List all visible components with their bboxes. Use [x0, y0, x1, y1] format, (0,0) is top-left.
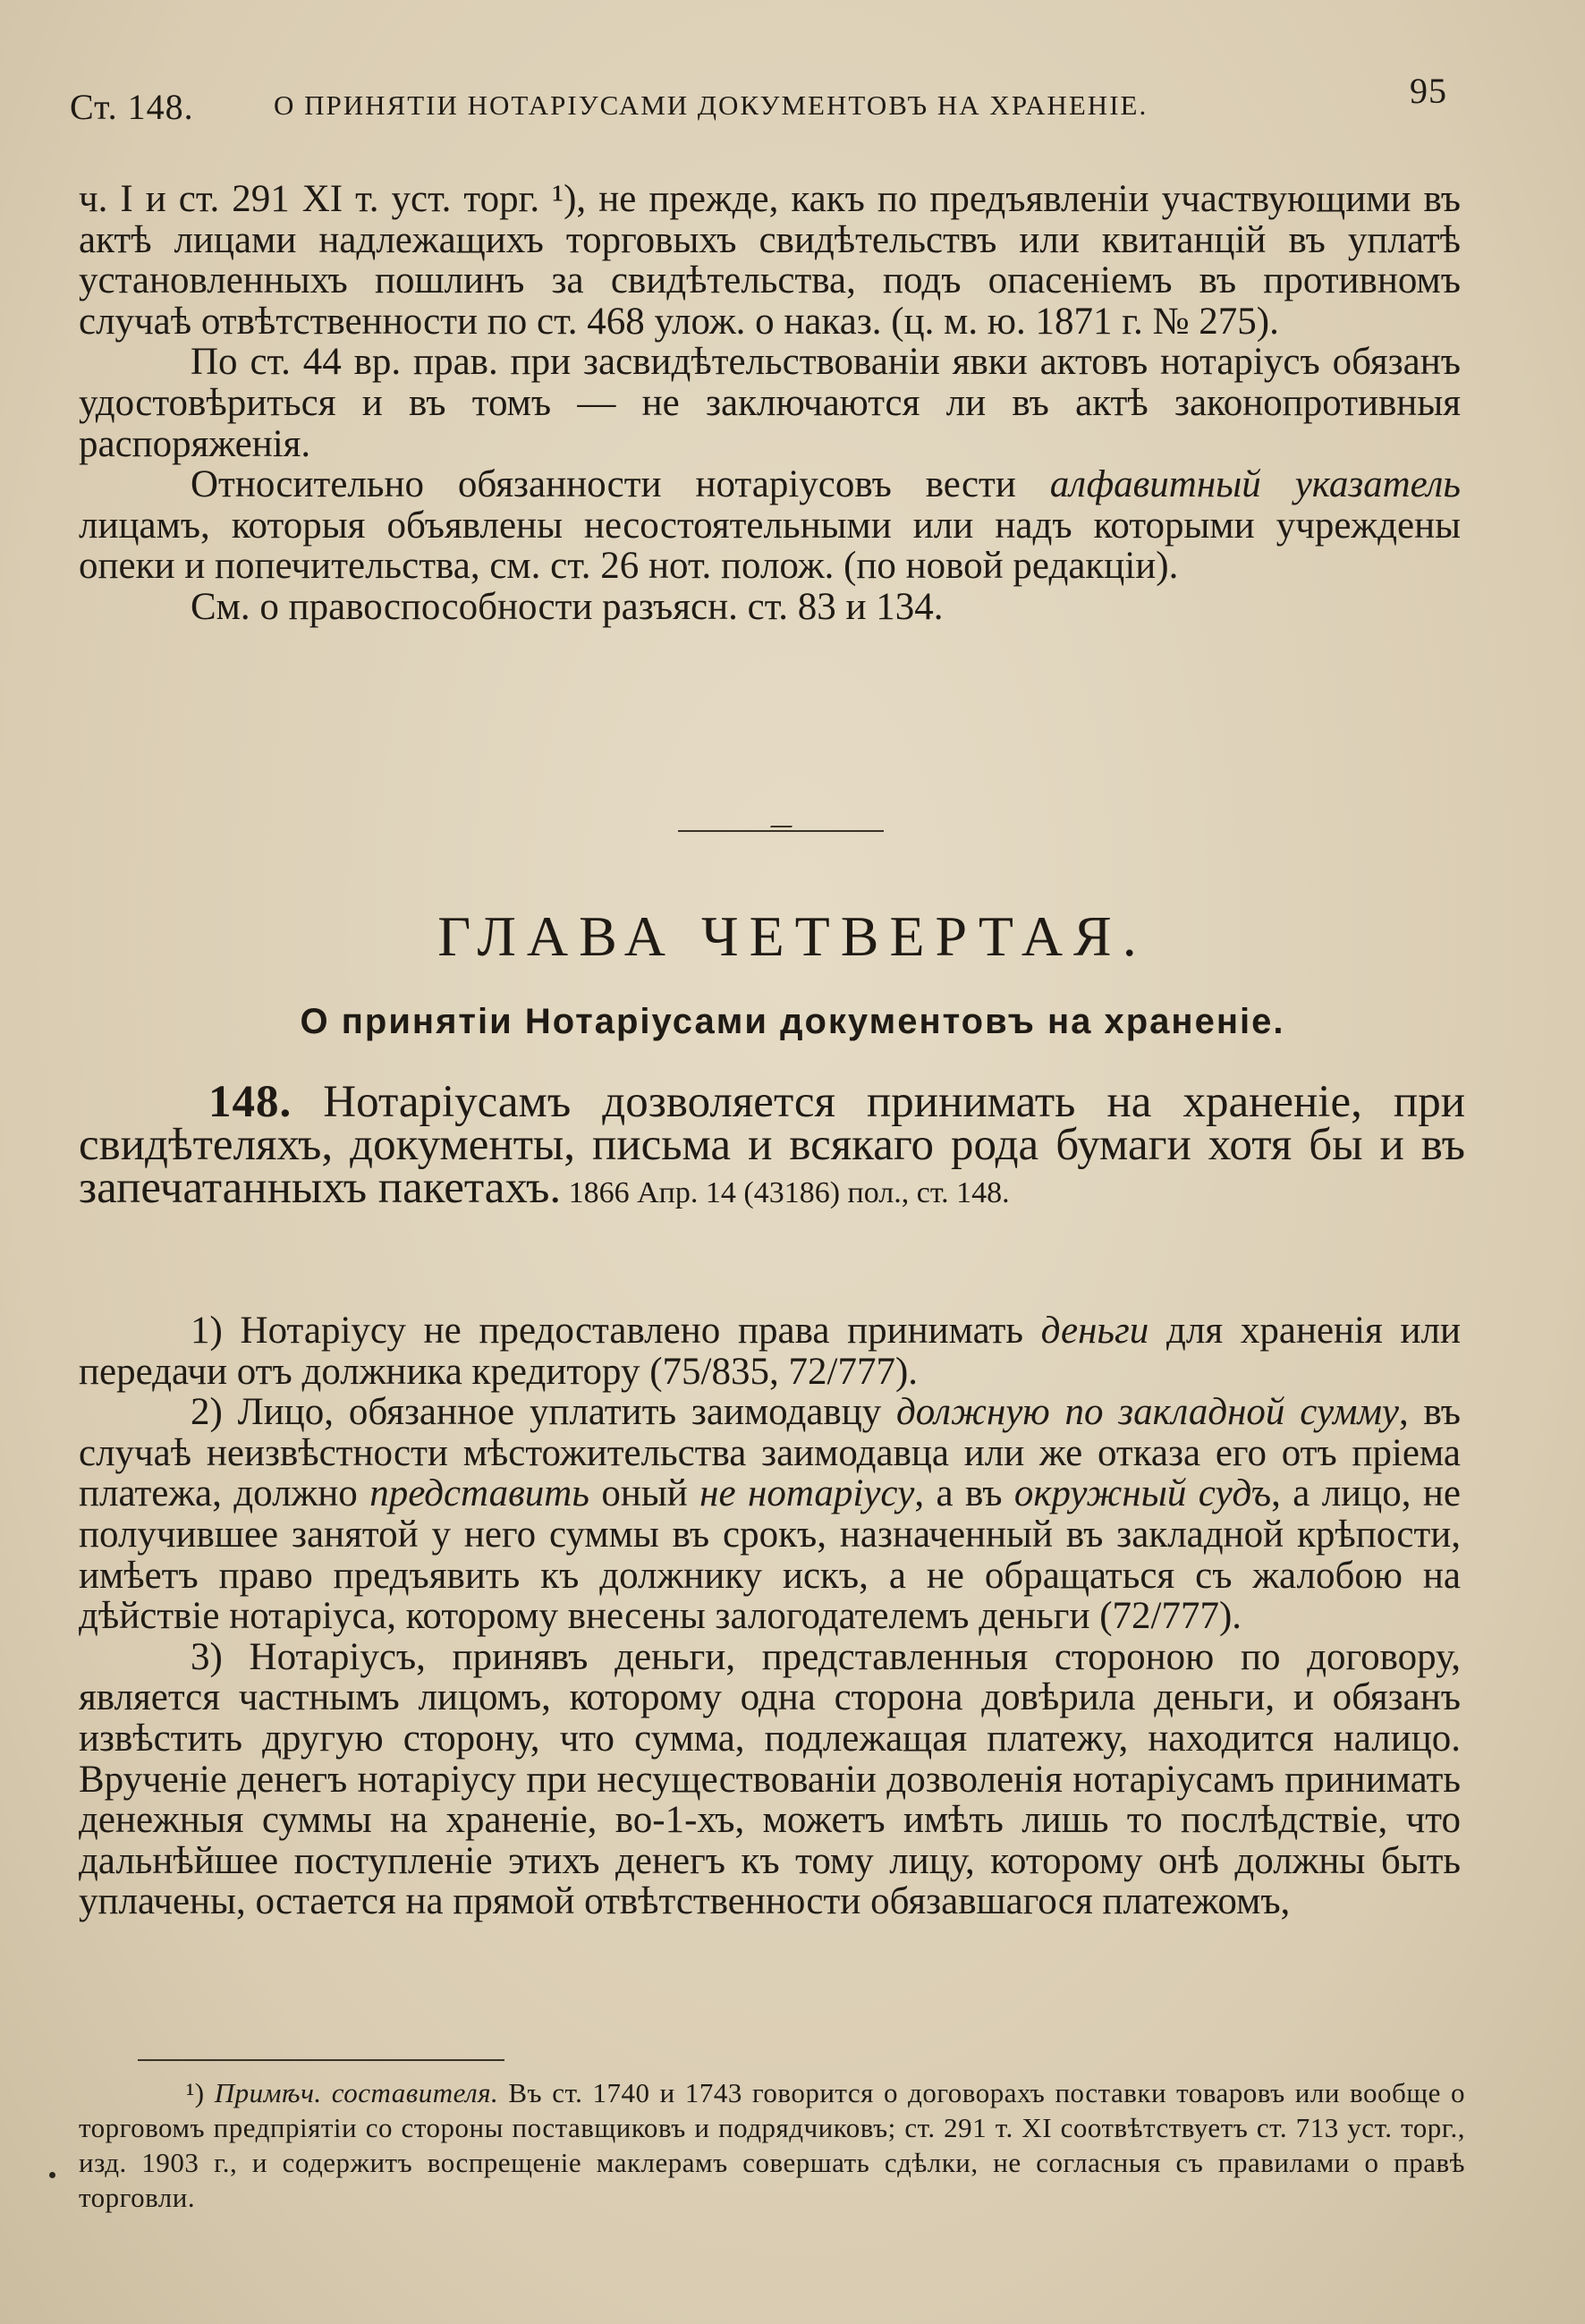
chapter-subtitle: О принятіи Нотаріусами документовъ на храненіе. [300, 1002, 1285, 1041]
paragraph: По ст. 44 вр. прав. при засвидѣтельствованіи явки актовъ нотаріусъ обязанъ удостовѣриться и въ томъ — не заключаются ли въ актѣ законопротивныя распоряженія. [79, 341, 1461, 465]
margin-mark [49, 2172, 55, 2178]
text-run: , а въ [914, 1472, 1014, 1515]
footnote [79, 2075, 1465, 2215]
paragraph: ч. I и ст. 291 XI т. уст. торг. ¹), не прежде, какъ по предъявленіи участвующими въ актѣ лицами надлежащихъ торговыхъ свидѣтельствъ или квитанцій въ уплатѣ установленныхъ пошлинъ за свидѣтельства, подъ опасеніемъ въ противномъ случаѣ отвѣтственности по ст. 468 улож. о наказ. (ц. м. ю. 1871 г. № 275). [79, 178, 1461, 343]
text-run: Относительно обязанности нотаріусовъ вести [191, 463, 1050, 506]
footnote-marker: ¹) [186, 2077, 205, 2108]
italic-term: не нотаріусу [699, 1472, 915, 1515]
text-run: Въ ст. 1740 и 1743 говорится о договорахъ поставки товаровъ или вообще о торговомъ предпріятіи со стороны поставщиковъ и подрядчиковъ; ст. 291 т. XI соотвѣтствуетъ ст. 713 уст. торг., изд. 1903 г., и содержитъ воспрещеніе маклерамъ совершать сдѣлки, не согласныя съ правилами о правѣ торговли. [79, 2077, 1465, 2213]
footnote-text [79, 2075, 1465, 2215]
text-run: 1) Нотаріусу не предоставлено права принимать [191, 1310, 1041, 1352]
italic-term: деньги [1040, 1310, 1149, 1352]
italic-term: должную по закладной сумму [896, 1391, 1399, 1434]
article-number: 148. [208, 1077, 292, 1127]
text-run: для храненія или передачи отъ должника кредитору (75/835, 72/777). [79, 1310, 1461, 1393]
italic-term: алфавитный указатель [1049, 463, 1461, 506]
italic-term: представить [369, 1472, 589, 1515]
italic-term: окружный судъ [1013, 1472, 1272, 1515]
text-run: , въ случаѣ неизвѣстности мѣстожительства заимодавца или же отказа его отъ пріема платежа, должно [79, 1391, 1462, 1515]
italic-term: Примѣч. составителя. [204, 2077, 499, 2108]
top-text-block [79, 179, 1461, 628]
notes-block [79, 1310, 1461, 1922]
page-number: 95 [1410, 71, 1447, 111]
note-1 [79, 1310, 1461, 1392]
header-article-ref: Ст. 148. [70, 87, 194, 127]
text-run: оный [589, 1472, 700, 1515]
article-body: Нотаріусамъ дозволяется принимать на храненіе, при свидѣтеляхъ, документы, письма и всякаго рода бумаги хотя бы и въ запечатанныхъ пакетахъ. [79, 1077, 1465, 1213]
paragraph: См. о правоспособности разъясн. ст. 83 и 134. [191, 585, 944, 628]
header-title: О ПРИНЯТІИ НОТАРІУСАМИ ДОКУМЕНТОВЪ НА ХРАНЕНІЕ. [274, 89, 1148, 121]
footnote-rule [138, 2059, 504, 2061]
article-148 [79, 1077, 1465, 1215]
text-run: , а лицо, не получившее занятой у него суммы въ срокъ, назначенный въ закладной крѣпости, имѣетъ право предъявить къ должнику искъ, а не обращаться съ жалобою на дѣйствіе нотаріуса, которому внесены залогодателемъ деньги (72/777). [79, 1472, 1461, 1638]
text-run: 2) Лицо, обязанное уплатить заимодавцу [191, 1391, 897, 1434]
paragraph [79, 464, 1461, 587]
note-2 [79, 1392, 1461, 1637]
text-run: лицамъ, которыя объявлены несостоятельными или надъ которыми учреждены опеки и попечительства, см. ст. 26 нот. полож. (по новой редакціи). [79, 504, 1461, 588]
article-text [79, 1077, 1465, 1215]
article-source: 1866 Апр. 14 (43186) пол., ст. 148. [561, 1176, 1010, 1209]
chapter-title: ГЛАВА ЧЕТВЕРТАЯ. [437, 904, 1148, 968]
note-3: 3) Нотаріусъ, принявъ деньги, представленныя стороною по договору, является частнымъ лицомъ, которому одна сторона довѣрила деньги, и обязанъ извѣстить другую сторону, что сумма, подлежащая платежу, находится налицо. Врученіе денегъ нотаріусу при несуществованіи дозволенія нотаріусамъ принимать денежныя суммы на храненіе, во-1-хъ, можетъ имѣть лишь то послѣдствіе, что дальнѣйшее поступленіе этихъ денегъ къ тому лицу, которому онѣ должны быть уплачены, остается на прямой отвѣтственности обязавшагося платежомъ, [79, 1635, 1461, 1923]
section-divider [678, 830, 884, 832]
